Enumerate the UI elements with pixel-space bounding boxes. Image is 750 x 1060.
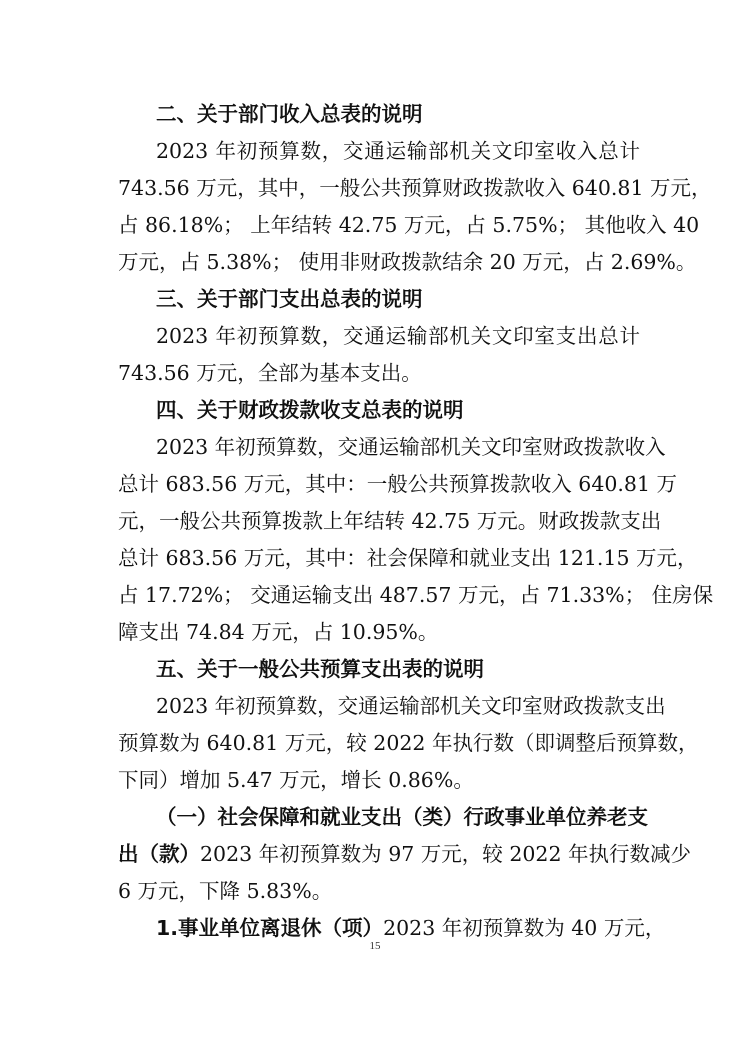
paragraph-line: 预算数为 640.81 万元，较 2022 年执行数（即调整后预算数， — [118, 731, 699, 755]
paragraph-line — [118, 836, 692, 873]
paragraph-line: 万元，占 5.38%； 使用非财政拨款结余 20 万元，占 2.69%。 — [118, 250, 697, 274]
section-heading-general-budget: 五、关于一般公共预算支出表的说明 — [156, 657, 484, 681]
paragraph-line: 占 17.72%； 交通运输支出 487.57 万元，占 71.33%； 住房保 — [118, 583, 714, 607]
paragraph-text: 2023 年初预算数为 97 万元，较 2022 年执行数减少 — [200, 842, 692, 866]
section-heading-fiscal-appropriation: 四、关于财政拨款收支总表的说明 — [156, 398, 464, 422]
section-heading-income-summary: 二、关于部门收入总表的说明 — [156, 102, 423, 126]
paragraph-line: 2023 年初预算数，交通运输部机关文印室收入总计 — [156, 139, 640, 163]
paragraph-text: 2023 年初预算数为 40 万元， — [383, 916, 666, 940]
document-body — [118, 96, 714, 947]
paragraph-line: 下同）增加 5.47 万元，增长 0.86%。 — [118, 768, 474, 792]
paragraph-line: 总计 683.56 万元，其中：一般公共预算拨款收入 640.81 万 — [118, 472, 678, 496]
paragraph-line: 743.56 万元，其中，一般公共预算财政拨款收入 640.81 万元， — [118, 176, 712, 200]
paragraph-line: 障支出 74.84 万元，占 10.95%。 — [118, 620, 439, 644]
paragraph-line: 元，一般公共预算拨款上年结转 42.75 万元。财政拨款支出 — [118, 509, 662, 533]
paragraph-line: 2023 年初预算数，交通运输部机关文印室财政拨款收入 — [156, 435, 666, 459]
paragraph-line: 6 万元，下降 5.83%。 — [118, 879, 333, 903]
paragraph-line: 2023 年初预算数，交通运输部机关文印室支出总计 — [156, 324, 640, 348]
subsection-heading-social-security: （一）社会保障和就业支出（类）行政事业单位养老支 — [156, 805, 648, 829]
paragraph-line: 总计 683.56 万元，其中：社会保障和就业支出 121.15 万元， — [118, 546, 698, 570]
subsection-heading-continued: 出（款） — [118, 842, 200, 866]
page-number: 15 — [369, 940, 381, 952]
paragraph-line: 743.56 万元，全部为基本支出。 — [118, 361, 422, 385]
paragraph-line: 2023 年初预算数，交通运输部机关文印室财政拨款支出 — [156, 694, 666, 718]
section-heading-expense-summary: 三、关于部门支出总表的说明 — [156, 287, 423, 311]
paragraph-line: 占 86.18%； 上年结转 42.75 万元，占 5.75%； 其他收入 40 — [118, 213, 700, 237]
item-heading-retirement: 1.事业单位离退休（项） — [156, 916, 384, 940]
